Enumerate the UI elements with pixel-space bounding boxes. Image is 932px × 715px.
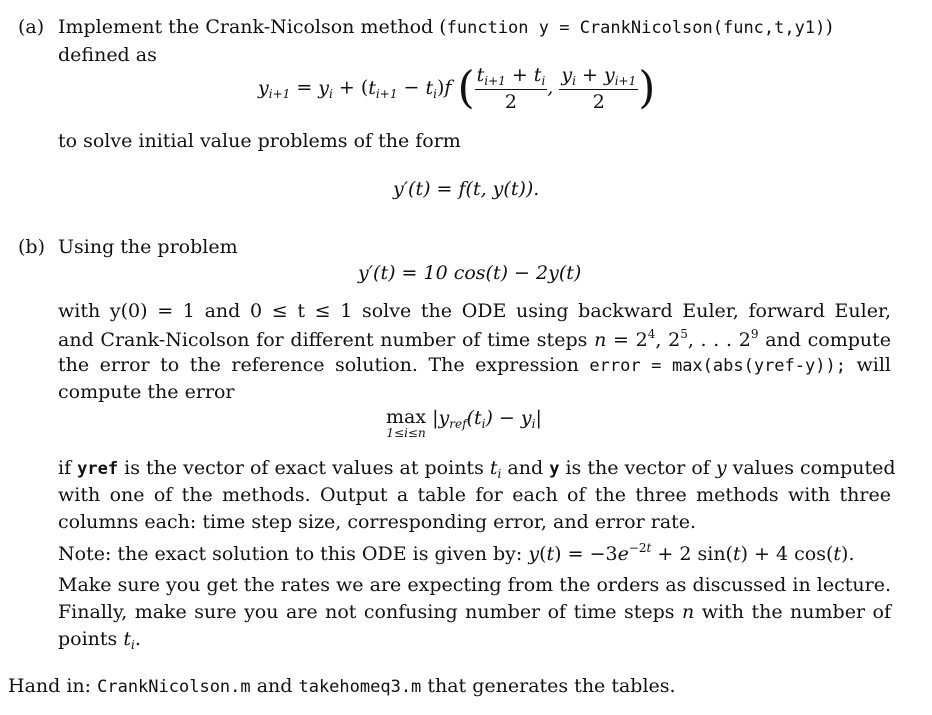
line5-end: values computed [732, 457, 896, 479]
code-equals: = [651, 356, 662, 376]
line5-and: and [507, 457, 544, 479]
max-range: 1≤i≤n [386, 426, 426, 440]
max-error-formula: max 1≤i≤n $|y_{ref}(t_i) - y_i|$ [386, 406, 542, 440]
ivp-equation: y′(t) = f(t, y(t)). [393, 178, 540, 200]
paragraph-line-10: Finally, make sure you are not confusing number of time steps n with the number of [58, 601, 891, 623]
code-max-abs: max(abs(yref-y)); [671, 356, 846, 376]
part-a-intro-close: ) [825, 16, 833, 38]
code-signature: function y = CrankNicolson(func,t,y1) [446, 18, 826, 38]
crank-nicolson-formula: $y_{i+1} = y_i + (t_{i+1} - t_i)f$ ( $\frac{t_{i+1} + t_i}{2}$ , $\frac{y_i + y_{i+1}}{2}$ ) [258, 62, 656, 114]
using-problem-text: Using the problem [58, 236, 238, 258]
file-crank-nicolson: CrankNicolson.m [97, 677, 251, 697]
line2-post: and compute [765, 329, 891, 351]
line11-pre: points [58, 628, 118, 650]
paragraph-line-3 [58, 354, 891, 376]
line3-post: will [856, 354, 891, 376]
line5-pre: if [58, 457, 72, 479]
part-a-label: (a) [18, 16, 45, 38]
line5-mid: is the vector of exact values at points [124, 457, 484, 479]
hand-in-label: Hand in: [8, 675, 92, 697]
paragraph-line-6: with one of the methods. Output a table for each of the three methods with three [58, 484, 891, 506]
paragraph-line-9: Make sure you get the rates we are expecting from the orders as discussed in lecture. [58, 574, 891, 596]
hand-in-tail: that generates the tables. [427, 675, 676, 697]
paragraph-line-7: columns each: time step size, corresponding error, and error rate. [58, 511, 697, 533]
part-b-label: (b) [18, 236, 45, 258]
note-line: Note: the exact solution to this ODE is given by: $y(t) = -3e^{-2t} + 2$ sin(t) + 4 cos(t). [58, 541, 855, 565]
paragraph-line-2: and Crank-Nicolson for different number of time steps $n = 2^4$, $2^5$, . . . $2^9$ and compute [58, 327, 891, 351]
code-error: error [589, 356, 641, 376]
code-y: y [549, 459, 560, 479]
max-operator: max [386, 406, 427, 428]
line2-pre: and Crank-Nicolson for different number of time steps [58, 329, 588, 351]
paragraph-line-1: with y(0) = 1 and 0 ≤ t ≤ 1 solve the ODE using backward Euler, forward Euler, [58, 300, 891, 322]
ode-equation: y′(t) = 10 cos(t) − 2y(t) [358, 262, 582, 284]
paragraph-line-11: points $t_i$. [58, 628, 141, 652]
hand-in-line [8, 675, 676, 697]
line3-pre: the error to the reference solution. The expression [58, 354, 579, 376]
paragraph-line-5: if yref is the vector of exact values at points $t_i$ and y is the vector of y values computed [58, 457, 896, 481]
to-solve-text: to solve initial value problems of the form [58, 130, 461, 152]
line10-post: with the number of [701, 601, 891, 623]
paragraph-line-4: compute the error [58, 381, 235, 403]
line10-pre: Finally, make sure you are not confusing number of time steps [58, 601, 675, 623]
note-pre: Note: the exact solution to this ODE is given by: [58, 543, 523, 565]
part-a-intro [58, 16, 833, 38]
code-yref: yref [77, 459, 119, 479]
hand-in-and: and [256, 675, 293, 697]
file-takehome: takehomeq3.m [298, 677, 422, 697]
part-a-intro-text: Implement the Crank-Nicolson method ( [58, 16, 447, 38]
line5-post: is the vector of [565, 457, 710, 479]
defined-as-text: defined as [58, 44, 157, 66]
